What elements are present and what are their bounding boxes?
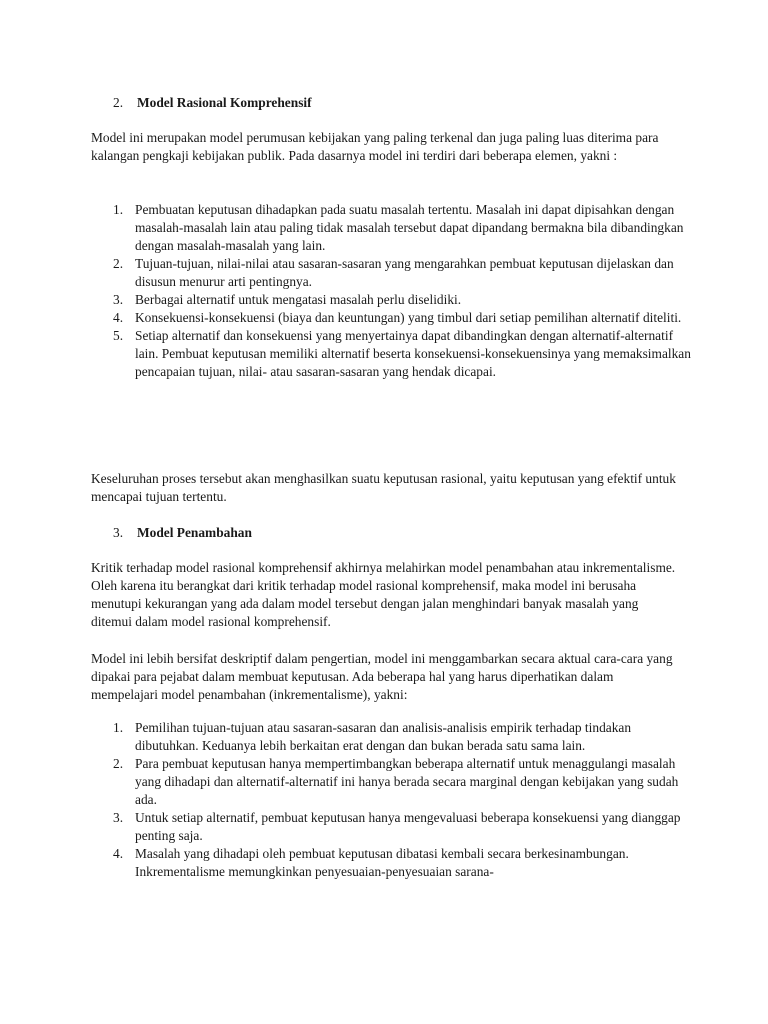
list-item-text: Konsekuensi-konsekuensi (biaya dan keuntungan) yang timbul dari setiap pemilihan alternatif diteliti. [135, 310, 682, 325]
elements-list [91, 201, 691, 381]
list-item-text: Masalah yang dihadapi oleh pembuat keputusan dibatasi kembali secara berkesinambungan. Inkrementalisme memungkinkan penyesuaian-penyesuaian sarana- [135, 846, 629, 879]
list-item [91, 309, 691, 327]
list-item-number: 4. [113, 310, 124, 325]
list-item-text: Pemilihan tujuan-tujuan atau sasaran-sasaran dan analisis-analisis empirik terhadap tindakan dibutuhkan. Keduanya lebih berkaitan erat dengan dan bukan berada satu sama lain. [135, 720, 632, 753]
list-item-number: 2. [113, 756, 124, 771]
list-item-text: Para pembuat keputusan hanya mempertimbangkan beberapa alternatif untuk menaggulangi masalah yang dihadapi dan alternatif-alternatif ini hanya berada secara marginal dengan kebijakan yang sudah ada. [135, 756, 679, 807]
list-item-number: 3. [113, 810, 124, 825]
considerations-list [91, 719, 691, 881]
list-item-number: 1. [113, 202, 124, 217]
list-item-text: Pembuatan keputusan dihadapkan pada suatu masalah tertentu. Masalah ini dapat dipisahkan dengan masalah-masalah lain atau paling tidak masalah tersebut dapat dipandang bermakna bila dibandingkan dengan masalah-masalah yang lain. [135, 202, 684, 253]
list-item [91, 255, 691, 291]
list-item-text: Untuk setiap alternatif, pembuat keputusan hanya mengevaluasi beberapa konsekuensi yang dianggap penting saja. [135, 810, 681, 843]
list-item [91, 291, 691, 309]
list-item-text: Tujuan-tujuan, nilai-nilai atau sasaran-sasaran yang mengarahkan pembuat keputusan dijelaskan dan disusun menurur arti pentingnya. [135, 256, 674, 289]
section-number: 3. [113, 525, 124, 540]
inkrementalisme-paragraph: Kritik terhadap model rasional komprehensif akhirnya melahirkan model penambahan atau inkrementalisme. Oleh karena itu berangkat dari kritik terhadap model rasional komprehensif, maka model ini berusaha menutupi kekurangan yang ada dalam model tersebut dengan jalan menghindari banyak masalah yang ditemui dalam model rasional komprehensif. [91, 560, 676, 629]
list-item-text: Berbagai alternatif untuk mengatasi masalah perlu diselidiki. [135, 292, 462, 307]
list-item-number: 4. [113, 846, 124, 861]
list-item-number: 3. [113, 292, 124, 307]
list-item [91, 201, 691, 255]
list-item-number: 2. [113, 256, 124, 271]
list-item-text: Setiap alternatif dan konsekuensi yang menyertainya dapat dibandingkan dengan alternatif-alternatif lain. Pembuat keputusan memiliki alternatif beserta konsekuensi-konsekuensinya yang memaksimalkan pencapaian tujuan, nilai- atau sasaran-sasaran yang hendak dicapai. [135, 328, 691, 379]
list-item [91, 719, 691, 755]
section-title: Model Penambahan [137, 525, 252, 540]
conclusion-paragraph: Keseluruhan proses tersebut akan menghasilkan suatu keputusan rasional, yaitu keputusan yang efektif untuk mencapai tujuan tertentu. [91, 471, 676, 504]
list-item-number: 5. [113, 328, 124, 343]
list-item [91, 755, 691, 809]
section-intro-paragraph: Model ini merupakan model perumusan kebijakan yang paling terkenal dan juga paling luas diterima para kalangan pengkaji kebijakan publik. Pada dasarnya model ini terdiri dari beberapa elemen, yakni : [91, 130, 659, 163]
list-item-number: 1. [113, 720, 124, 735]
list-item [91, 809, 691, 845]
deskriptif-paragraph: Model ini lebih bersifat deskriptif dalam pengertian, model ini menggambarkan secara aktual cara-cara yang dipakai para pejabat dalam membuat keputusan. Ada beberapa hal yang harus diperhatikan dalam mempelajari model penambahan (inkrementalisme), yakni: [91, 651, 673, 702]
list-item [91, 845, 691, 881]
list-item [91, 327, 691, 381]
section-number: 2. [113, 95, 124, 110]
section-title: Model Rasional Komprehensif [137, 95, 312, 110]
